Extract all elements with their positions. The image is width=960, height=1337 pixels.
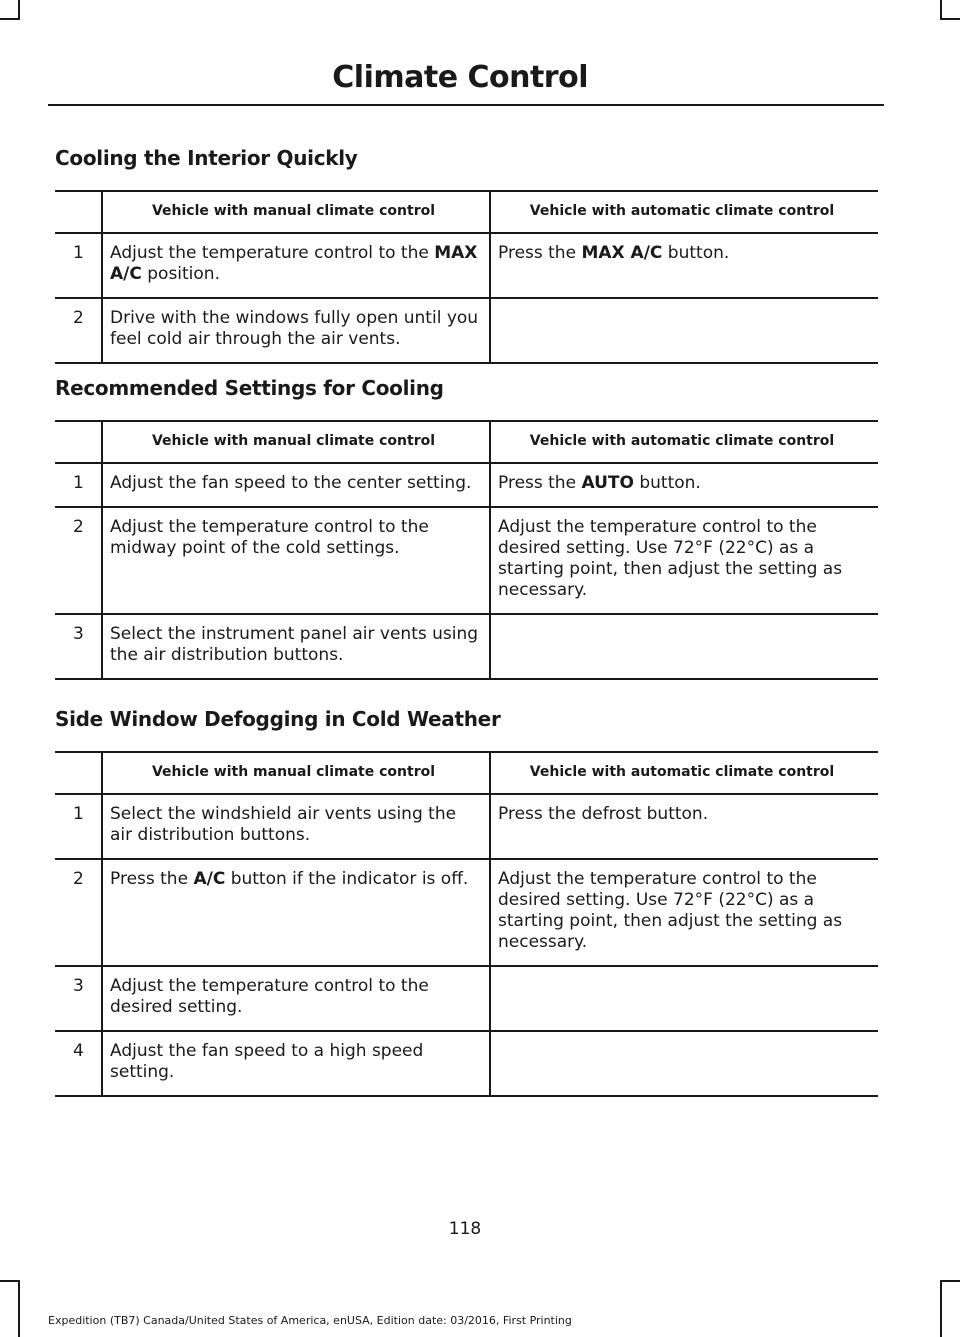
instruction-table xyxy=(55,420,878,680)
auto-step: Press the AUTO button. xyxy=(490,463,878,507)
step-number: 2 xyxy=(55,298,102,363)
step-number: 2 xyxy=(55,507,102,614)
step-number: 4 xyxy=(55,1031,102,1096)
column-header: Vehicle with automatic climate control xyxy=(490,191,878,233)
auto-step xyxy=(490,298,878,363)
column-header xyxy=(55,752,102,794)
column-header xyxy=(55,421,102,463)
section-title: Recommended Settings for Cooling xyxy=(55,376,444,400)
manual-step: Press the A/C button if the indicator is off. xyxy=(102,859,490,966)
page-title: Climate Control xyxy=(332,60,588,95)
table-row xyxy=(55,1031,878,1096)
manual-step: Adjust the temperature control to the desired setting. xyxy=(102,966,490,1031)
manual-step: Adjust the temperature control to the MAX A/C position. xyxy=(102,233,490,298)
manual-step: Adjust the fan speed to the center setting. xyxy=(102,463,490,507)
header-divider xyxy=(48,104,884,106)
manual-step: Drive with the windows fully open until you feel cold air through the air vents. xyxy=(102,298,490,363)
footer-text: Expedition (TB7) Canada/United States of America, enUSA, Edition date: 03/2016, First Printing xyxy=(48,1314,572,1327)
page-number: 118 xyxy=(448,1219,482,1239)
auto-step: Press the MAX A/C button. xyxy=(490,233,878,298)
step-number: 2 xyxy=(55,859,102,966)
instruction-table xyxy=(55,751,878,1097)
crop-mark xyxy=(940,18,960,20)
crop-mark xyxy=(0,18,18,20)
step-number: 3 xyxy=(55,966,102,1031)
section-title: Side Window Defogging in Cold Weather xyxy=(55,707,501,731)
step-number: 1 xyxy=(55,794,102,859)
column-header: Vehicle with automatic climate control xyxy=(490,421,878,463)
table-row xyxy=(55,614,878,679)
crop-mark xyxy=(940,1280,942,1337)
manual-step: Adjust the temperature control to the midway point of the cold settings. xyxy=(102,507,490,614)
auto-step xyxy=(490,966,878,1031)
crop-mark xyxy=(940,1280,960,1282)
table-row xyxy=(55,233,878,298)
table-row xyxy=(55,298,878,363)
table-row xyxy=(55,463,878,507)
table-row xyxy=(55,794,878,859)
crop-mark xyxy=(18,1280,20,1337)
manual-step: Select the instrument panel air vents using the air distribution buttons. xyxy=(102,614,490,679)
crop-mark xyxy=(18,0,20,20)
manual-step: Adjust the fan speed to a high speed setting. xyxy=(102,1031,490,1096)
step-number: 3 xyxy=(55,614,102,679)
auto-step: Press the defrost button. xyxy=(490,794,878,859)
table-row xyxy=(55,859,878,966)
manual-step: Select the windshield air vents using the air distribution buttons. xyxy=(102,794,490,859)
step-number: 1 xyxy=(55,463,102,507)
auto-step: Adjust the temperature control to the desired setting. Use 72°F (22°C) as a starting point, then adjust the setting as necessary. xyxy=(490,507,878,614)
crop-mark xyxy=(940,0,942,20)
table-row xyxy=(55,507,878,614)
crop-mark xyxy=(0,1280,18,1282)
column-header: Vehicle with automatic climate control xyxy=(490,752,878,794)
column-header: Vehicle with manual climate control xyxy=(102,421,490,463)
step-number: 1 xyxy=(55,233,102,298)
column-header xyxy=(55,191,102,233)
section-title: Cooling the Interior Quickly xyxy=(55,146,358,170)
column-header: Vehicle with manual climate control xyxy=(102,191,490,233)
column-header: Vehicle with manual climate control xyxy=(102,752,490,794)
auto-step: Adjust the temperature control to the desired setting. Use 72°F (22°C) as a starting point, then adjust the setting as necessary. xyxy=(490,859,878,966)
instruction-table xyxy=(55,190,878,364)
table-row xyxy=(55,966,878,1031)
auto-step xyxy=(490,1031,878,1096)
auto-step xyxy=(490,614,878,679)
